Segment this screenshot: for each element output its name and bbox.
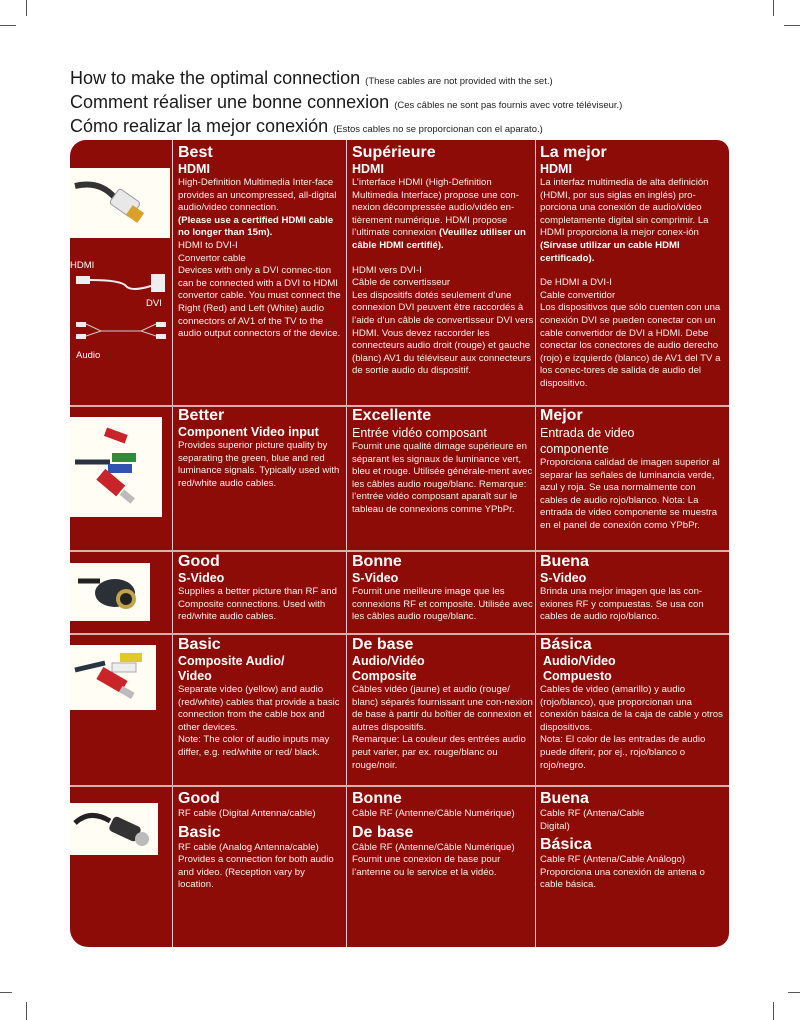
cell-en-hdmi [178,144,343,341]
cell-es-component [540,407,724,533]
description: Fournit une meilleure image que les connexions RF et composite. Utilisée avec les câbles audio rouge/blanc. [352,586,533,623]
column-divider [346,140,347,947]
note: Nota: El color de las entradas de audio puede diferir, por ej., rojo/blanco o rojo/negro. [540,734,706,771]
rank-label: Básica [540,636,592,653]
svideo-cable-image [70,563,150,621]
connections-table [70,140,729,947]
cable-type: S-Video [540,571,587,585]
rank-label: Bonne [352,553,402,570]
title-spanish: Cómo realizar la mejor conexión (Estos cables no se proporcionan con el aparato.) [70,116,543,136]
crop-mark [26,0,27,16]
crop-mark [0,25,16,26]
cell-fr-hdmi [352,144,534,378]
cable-type: HDMI [540,162,572,176]
description: Fournit une qualité dimage supérieure en séparant les signaux de luminance vert, bleu et rouge. Utilisée générale-ment avec les câbles audio rouge/blanc. Remarque: l’entrée vidéo composant aparaît sur le tableau de connexions comme YPbPr. [352,441,533,515]
description: Los dispositivos que sólo cuenten con una conexión DVI se pueden conectar con un cable convertidor de DVI a HDMI. Debe conectar los conectores de audio derecho (rojo) e izquierdo (blanco) de AV1 del TV a los conec-tores de salida de audio del dispositivo. [540,302,721,389]
title-french: Comment réaliser une bonne connexion (Ces câbles ne sont pas fournis avec votre téléviseur.) [70,92,623,112]
subheading: RF cable (Digital Antenna/cable) [178,808,316,819]
note: Remarque: La couleur des entrées audio peut varier, par ex. rouge/blanc ou rouge/noir. [352,734,526,771]
subheading: Cable RF (Antena/Cable Análogo) [540,854,686,866]
cell-fr-composite [352,636,534,772]
cable-type: Component Video input [178,425,319,439]
crop-mark [788,992,800,993]
description: Separate video (yellow) and audio (red/white) cables that provide a basic connection from the cable box and other devices. [178,684,340,733]
rank-label: Best [178,144,213,161]
description: High-Definition Multimedia Inter-face provides an uncompressed, all-digital audio/video connection. [178,177,337,214]
warning-text: (Please use a certified HDMI cable no longer than 15m). [178,214,334,239]
crop-mark [784,25,800,26]
description: Fournit une conexion de base pour l’antenne ou le service et la vidéo. [352,854,501,878]
row-divider [70,785,729,787]
rank-label: Buena [540,553,589,570]
subheading: Convertor cable [178,252,246,264]
description: Supplies a better picture than RF and Composite connections. Used with red/white audio cables. [178,586,337,623]
description: La interfaz multimedia de alta definición (HDMI, por sus siglas en inglés) pro-porciona una conexión de audio/video completamente digital sin comprimir. La HDMI proporciona la mejor conex-ión (Sírvase utilizar un cable HDMI certificado). [540,177,709,264]
page-title [70,68,770,140]
hdmi-label: HDMI [70,260,95,271]
rank-label: De base [352,823,414,841]
cell-en-rf [178,790,343,892]
rf-cable-image [70,803,158,855]
rank-label: La mejor [540,144,607,161]
cell-en-component [178,407,343,490]
description: Câbles vidéo (jaune) et audio (rouge/ blanc) séparés fournissant une con-nexion de base à partir du boîtier de connexion et autres dispositifs. [352,684,533,733]
column-divider [535,140,536,947]
crop-mark [0,992,12,993]
rank-label: Excellente [352,407,432,424]
rank-label: De base [352,636,414,653]
rank-label: Buena [540,790,589,807]
row-divider [70,550,729,552]
description: Devices with only a DVI connec-tion can be connected with a DVI to HDMI convertor cable. You must connect the Right (Red) and Left (White) audio connectors of AV1 of the TV to the audio output connectors of the device. [178,265,341,340]
cell-fr-component [352,407,534,517]
audio-cable-icon [76,320,168,344]
subheading: Cable convertidor [540,289,616,301]
cell-es-rf [540,790,724,892]
subheading: HDMI vers DVI-I [352,264,422,276]
subheading: Câble RF (Antenne/Câble Numérique) [352,841,515,853]
cable-type: Entrada de video componente [540,426,635,456]
description: Provides superior picture quality by separating the green, blue and red luminance signals. Typically used with red/white audio cables. [178,440,340,489]
cell-en-composite [178,636,343,760]
cell-fr-svideo [352,553,534,624]
cable-type: Composite Audio/ Video [178,654,285,683]
cable-type: Entrée vidéo composant [352,426,487,440]
cell-es-hdmi [540,144,724,391]
title-english: How to make the optimal connection (These cables are not provided with the set.) [70,68,553,88]
component-cable-image [70,417,162,517]
cable-type: HDMI [352,162,384,176]
crop-mark [26,1002,27,1020]
description: Proporciona calidad de imagen superior al separar las señales de luminancia verde, azul y roja. Se usa normalmente con cables de audio rojo/blanco. Nota: La entrada de video componente se muestra en el panel de conexión como YPbPr. [540,457,720,531]
subheading: De HDMI a DVI-I [540,277,612,289]
crop-mark [773,0,774,16]
cable-type: S-Video [178,571,225,585]
rank-label: Basic [178,636,221,653]
cell-fr-rf [352,790,534,879]
rank-label: Good [178,553,220,570]
spacer [540,265,724,277]
dvi-label: DVI [146,298,162,309]
subheading: Câble RF (Antenne/Câble Numérique) [352,808,515,819]
rank-label: Good [178,790,220,807]
crop-mark [773,1002,774,1020]
spacer [352,253,534,265]
cell-es-composite [540,636,724,772]
description: Cables de video (amarillo) y audio (rojo/blanco), que proporcionan una conexión básica de la caja de cable y otros dispositivos. [540,684,723,733]
cable-type: Audio/Vidéo Composite [352,654,425,683]
hdmi-cable-image [70,168,170,238]
rank-label: Mejor [540,407,583,424]
note: Note: The color of audio inputs may differ, e.g. red/white or red/ black. [178,734,330,758]
rank-label: Básica [540,836,592,854]
description: Proporciona una conexión de antena o cable básica. [540,866,705,891]
column-divider [172,140,173,947]
cable-type: S-Video [352,571,399,585]
rank-label: Bonne [352,790,402,807]
rank-label: Supérieure [352,144,436,161]
cell-en-svideo [178,553,343,624]
subheading: Câble de convertisseur [352,277,451,289]
cell-es-svideo [540,553,724,624]
row-divider [70,633,729,635]
cable-type: HDMI [178,162,210,176]
description: Les dispositifs dotés seulement d’une connexion DVI peuvent être raccordés à l’aide d’un câble de convertisseur DVI vers HDMI. Vous devez raccorder les connecteurs audio droit (rouge) et gauche (blanc) AV1 du téléviseur aux connecteurs de sortie audio du dispositif. [352,289,534,377]
audio-label: Audio [76,350,101,361]
cable-type: Audio/Video Compuesto [543,654,616,683]
description: Brinda una mejor imagen que las con-exiones RF y compuestas. Se usa con cables de audio rojo/blanco. [540,586,704,623]
subheading: Cable RF (Antena/Cable Digital) [540,808,645,832]
description: Provides a connection for both audio and video. (Reception vary by location. [178,854,334,891]
composite-cable-image [70,645,156,710]
subheading: HDMI to DVI-I [178,239,238,251]
rank-label: Better [178,407,225,424]
subheading: RF cable (Analog Antenna/cable) [178,841,319,853]
rank-label: Basic [178,823,221,841]
description: L’interface HDMI (High-Definition Multimedia Interface) propose une con-nexion décompressée audio/vidéo en-tièrement numérique. HDMI propose l’ultimate connexion (Veuillez utiliser un câble HDMI certifié). [352,177,526,251]
